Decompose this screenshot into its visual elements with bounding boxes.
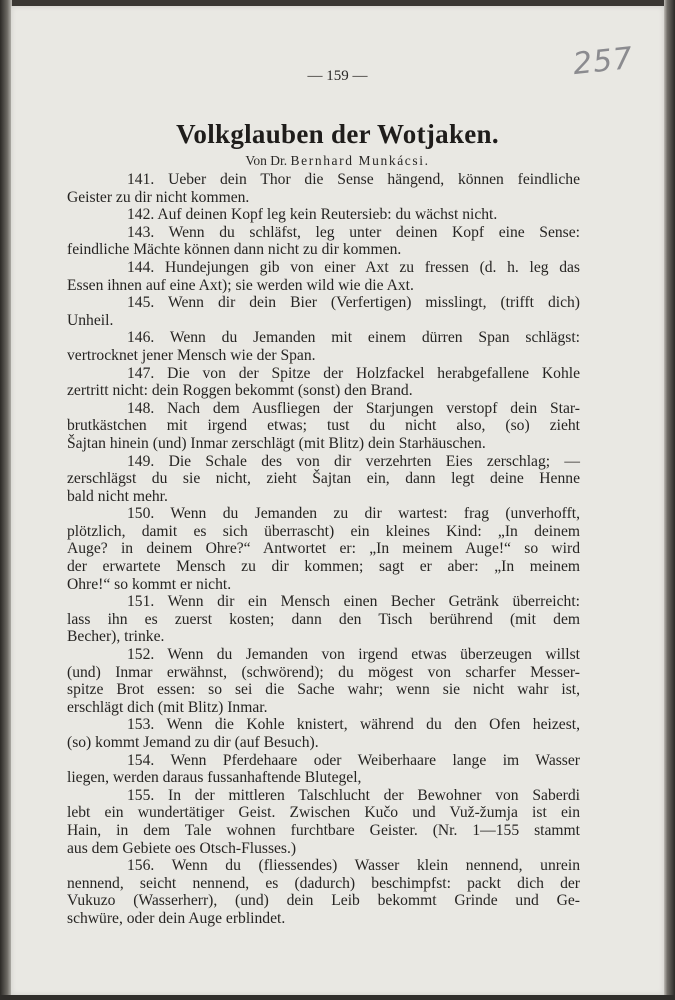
text-line: Ohre!“ so kommt er nicht. — [67, 575, 232, 593]
text-line: Hain, in dem Tale wohnen furchtbare Geister. (Nr. 1—155 stammt — [67, 821, 580, 839]
text-line: 147. Die von der Spitze der Holzfackel herabgefallene Kohle — [127, 364, 580, 382]
author-name: Bernhard Munkácsi. — [290, 153, 430, 168]
text-line: brutkästchen mit irgend etwas; tust du nicht also, (so) zieht — [67, 417, 580, 435]
text-line: der erwartete Mensch zu dir kommen; sagt er aber: „In meinem — [67, 558, 580, 576]
document-page — [11, 6, 664, 995]
text-line: 150. Wenn du Jemanden zu dir wartest: frag (unverhofft, — [127, 505, 580, 523]
text-line: 153. Wenn die Kohle knistert, während du den Ofen heizest, — [127, 716, 580, 734]
text-line: aus dem Gebiete oes Otsch-Flusses.) — [67, 839, 297, 857]
handwritten-note: 257 — [571, 40, 635, 83]
text-line: 155. In der mittleren Talschlucht der Bewohner von Saberdi — [127, 786, 580, 804]
text-line: schwüre, oder dein Auge erblindet. — [67, 909, 286, 927]
text-line: 145. Wenn dir dein Bier (Verfertigen) misslingt, (trifft dich) — [127, 294, 580, 312]
text-line: spitze Brot essen: so sei die Sache wahr; wenn sie nicht wahr ist, — [67, 681, 580, 699]
scan-right-edge — [664, 0, 675, 1000]
text-line: 152. Wenn du Jemanden von irgend etwas überzeugen willst — [127, 646, 580, 664]
text-line: Šajtan hinein (und) Inmar zerschlägt (mit Blitz) dein Starhäuschen. — [67, 434, 486, 452]
text-line: 151. Wenn dir ein Mensch einen Becher Getränk überreicht: — [127, 593, 580, 611]
text-line: 144. Hundejungen gib von einer Axt zu fressen (d. h. leg das — [127, 258, 580, 276]
article-body — [67, 171, 580, 928]
text-line: 141. Ueber dein Thor die Sense hängend, können feindliche — [127, 171, 580, 188]
text-line: 146. Wenn du Jemanden mit einem dürren Span schlägst: — [127, 329, 580, 347]
text-line: Essen ihnen auf eine Axt); sie werden wild wie die Axt. — [67, 276, 414, 294]
text-line: (und) Inmar erwähnst, (schwörend); du mögest von scharfer Messer- — [67, 663, 580, 681]
text-line: (so) kommt Jemand zu dir (auf Besuch). — [67, 734, 319, 751]
text-line: Becher), trinke. — [67, 628, 165, 646]
text-line: vertrocknet jener Mensch wie der Span. — [67, 346, 316, 364]
text-line: bald nicht mehr. — [67, 487, 168, 505]
page-number: — 159 — — [307, 68, 368, 84]
text-line: Unheil. — [67, 311, 114, 329]
text-line: feindliche Mächte können dann nicht zu dir kommen. — [67, 241, 402, 259]
text-line: plötzlich, damit es sich überrascht) ein kleines Kind: „In deinem — [67, 522, 580, 540]
text-line: zerschlägst du sie nicht, zieht Šajtan ein, dann legt deine Henne — [67, 470, 580, 488]
author-prefix: Von Dr. — [245, 153, 288, 168]
text-line: erschlägt dich (mit Blitz) Inmar. — [67, 698, 268, 716]
text-line: nennend, seicht nennend, es (dadurch) beschimpfst: packt dich der — [67, 874, 580, 892]
text-line: zertritt nicht: dein Roggen bekommt (sonst) den Brand. — [67, 382, 413, 400]
scan-bottom-edge — [0, 995, 675, 1000]
text-line: 156. Wenn du (fliessendes) Wasser klein nennend, unrein — [127, 857, 580, 875]
text-line: Geister zu dir nicht kommen. — [67, 188, 250, 206]
text-line: Auge? in deinem Ohre?“ Antwortet er: „In meinem Auge!“ so wird — [67, 540, 580, 558]
text-line: liegen, werden daraus fussanhaftende Blutegel, — [67, 769, 362, 787]
text-line: 148. Nach dem Ausfliegen der Starjungen verstopf dein Star- — [127, 399, 580, 417]
text-line: 149. Die Schale des von dir verzehrten Eies zerschlag; — — [127, 452, 580, 470]
article-author — [11, 153, 664, 169]
text-line: 154. Wenn Pferdehaare oder Weiberhaare lange im Wasser — [127, 751, 580, 769]
article-title: Volkglauben der Wotjaken. — [176, 119, 499, 149]
text-line: 142. Auf deinen Kopf leg kein Reutersieb: du wächst nicht. — [127, 206, 498, 224]
text-line: lebt ein wundertätiger Geist. Zwischen Kučo und Vuž-žumja ist ein — [67, 804, 580, 822]
text-line: lass ihn es zuerst kosten; dann den Tisch berührend (mit dem — [67, 610, 580, 628]
text-line: Vukuzo (Wasserherr), (und) dein Leib bekommt Grinde und Ge- — [67, 892, 580, 910]
text-line: 143. Wenn du schläfst, leg unter deinen Kopf eine Sense: — [127, 223, 580, 241]
